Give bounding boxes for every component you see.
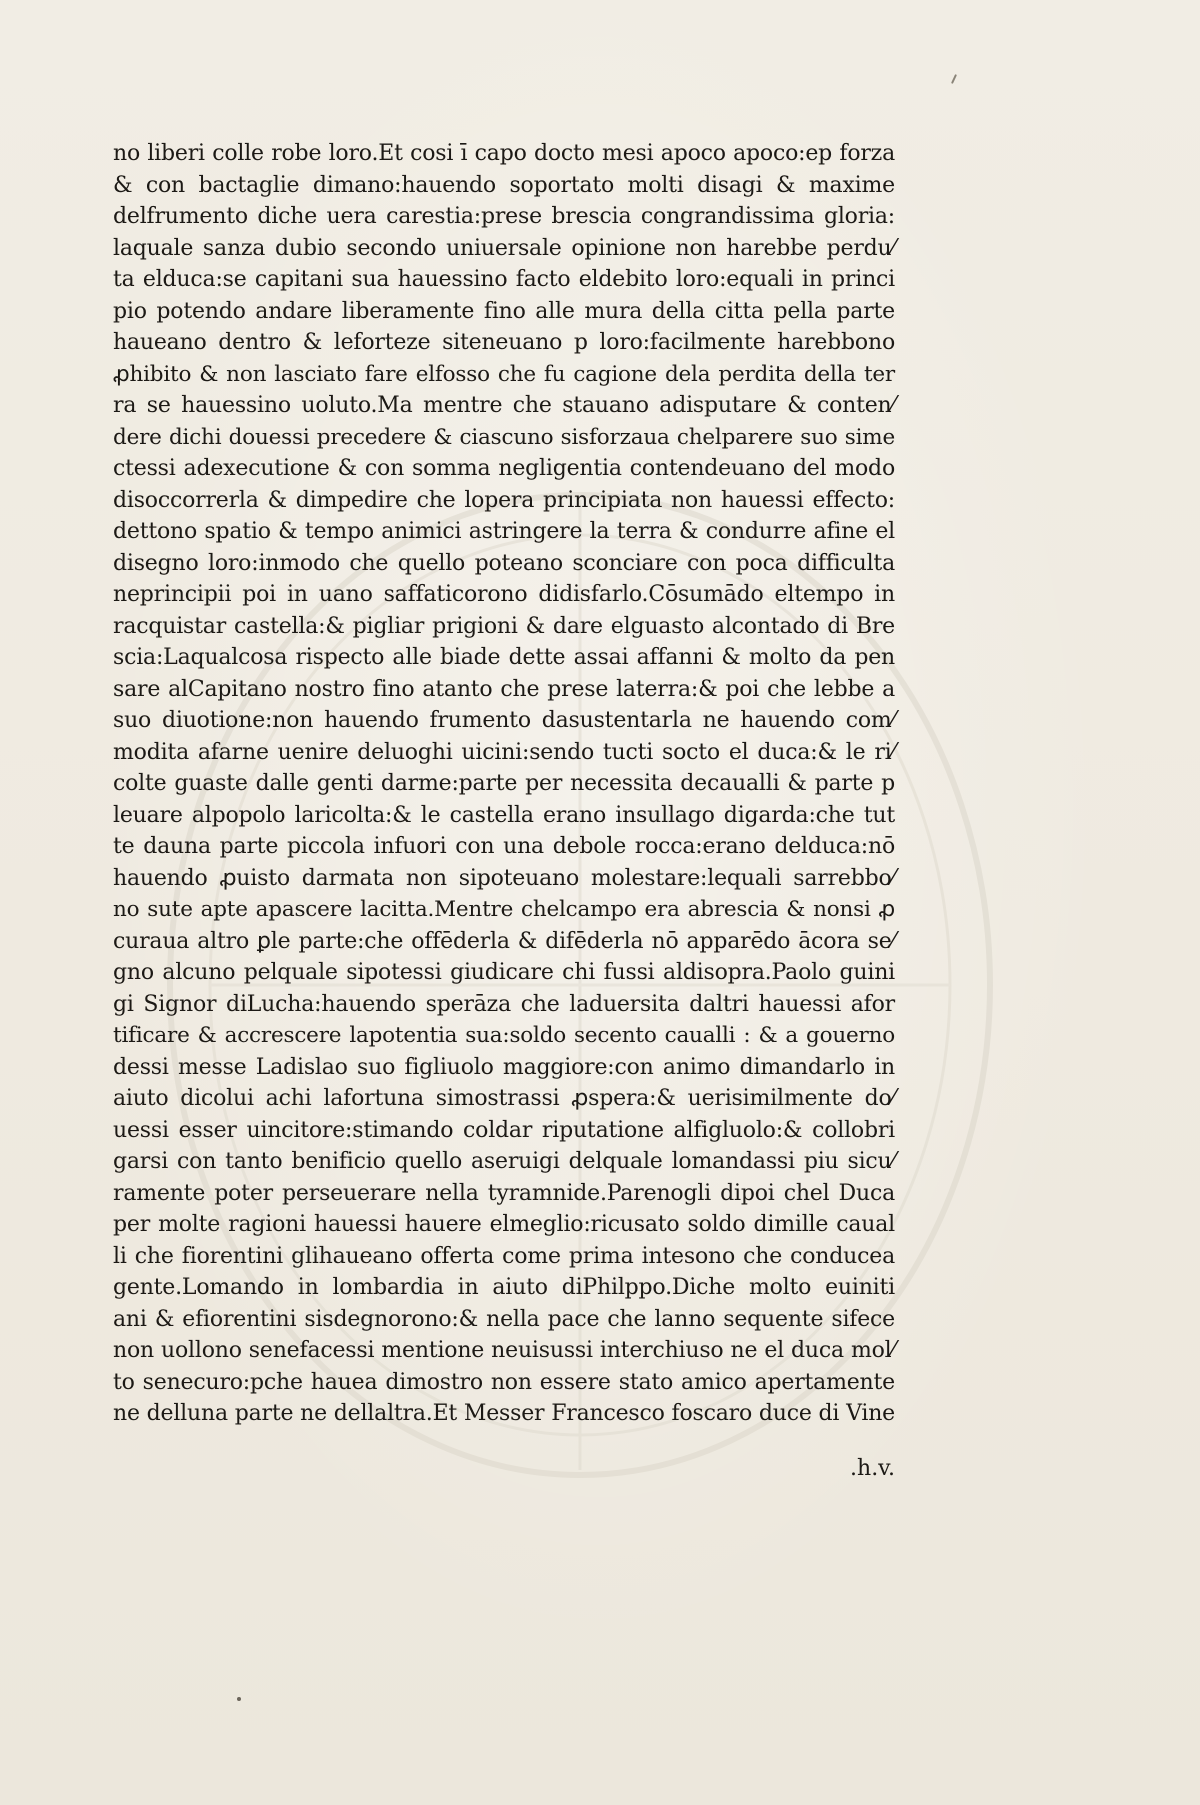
text-line: non uollono senefacessi mentione neuisussi interchiuso ne el duca mol⁄ <box>113 1338 895 1363</box>
text-line: curaua altro ꝑle parte:che offēderla & difēderla nō apparēdo ācora se⁄ <box>113 928 895 954</box>
text-line: no sute apte apascere lacitta.Mentre chelcampo era abrescia & nonsi ꝓ <box>113 897 895 922</box>
text-line: ꝓhibito & non lasciato fare elfosso che fu cagione dela perdita della ter <box>113 361 895 387</box>
text-line: modita afarne uenire deluoghi uicini:sendo tucti socto el duca:& le ri⁄ <box>113 739 895 765</box>
text-line: sare alCapitano nostro fino atanto che prese laterra:& poi che lebbe a <box>113 676 895 702</box>
text-line: pio potendo andare liberamente fino alle mura della citta pella parte <box>113 298 895 324</box>
signature-mark: .h.v. <box>850 1456 895 1481</box>
text-line: ctessi adexecutione & con somma negligentia contendeuano del modo <box>113 456 895 481</box>
text-line: racquistar castella:& pigliar prigioni & dare elguasto alcontado di Bre <box>113 613 895 639</box>
text-line: li che fiorentini glihaueano offerta come prima intesono che conducea <box>113 1243 895 1269</box>
text-line: disoccorrerla & dimpedire che lopera principiata non hauessi effecto: <box>113 487 895 513</box>
text-line: ramente poter perseuerare nella tyramnide.Parenogli dipoi chel Duca <box>113 1180 895 1206</box>
text-line: tificare & accrescere lapotentia sua:soldo secento caualli : & a gouerno <box>113 1023 895 1048</box>
text-line: leuare alpopolo laricolta:& le castella erano insullago digarda:che tut <box>113 802 895 828</box>
text-line: & con bactaglie dimano:hauendo soportato molti disagi & maxime <box>113 172 895 198</box>
text-line: gno alcuno pelquale sipotessi giudicare chi fussi aldisopra.Paolo guini <box>113 960 895 985</box>
text-line: haueano dentro & leforteze siteneuano p loro:facilmente harebbono <box>113 330 895 355</box>
text-line: no liberi colle robe loro.Et cosi ī capo docto mesi apoco apoco:ep forza <box>113 141 895 166</box>
text-line: gente.Lomando in lombardia in aiuto diPhilppo.Diche molto euiniti <box>113 1275 895 1300</box>
text-line: to senecuro:pche hauea dimostro non essere stato amico apertamente <box>113 1369 895 1395</box>
text-line: dere dichi douessi precedere & ciascuno sisforzaua chelparere suo sime <box>113 424 895 450</box>
paper-speck <box>237 1697 241 1701</box>
text-line: uessi esser uincitore:stimando coldar riputatione alfigluolo:& collobri <box>113 1117 895 1143</box>
paper-speck <box>951 74 957 84</box>
text-line: ta elduca:se capitani sua hauessino facto eldebito loro:equali in princi <box>113 267 895 292</box>
text-line: garsi con tanto benificio quello aseruigi delquale lomandassi piu sicu⁄ <box>113 1149 895 1174</box>
text-line: colte guaste dalle genti darme:parte per necessita decaualli & parte p <box>113 771 895 796</box>
text-line: dessi messe Ladislao suo figliuolo maggiore:con animo dimandarlo in <box>113 1054 895 1080</box>
text-line: aiuto dicolui achi lafortuna simostrassi ꝓspera:& uerisimilmente do⁄ <box>113 1086 895 1111</box>
text-line: delfrumento diche uera carestia:prese brescia congrandissima gloria: <box>113 204 895 229</box>
text-line: te dauna parte piccola infuori con una debole rocca:erano delduca:nō <box>113 834 895 859</box>
text-line: neprincipii poi in uano saffaticorono didisfarlo.Cōsumādo eltempo in <box>113 582 895 607</box>
text-line: ne delluna parte ne dellaltra.Et Messer Francesco foscaro duce di Vine <box>113 1401 895 1426</box>
text-line: ani & efiorentini sisdegnorono:& nella pace che lanno sequente sifece <box>113 1306 895 1332</box>
text-line: per molte ragioni hauessi hauere elmeglio:ricusato soldo dimille caual <box>113 1212 895 1237</box>
text-line: dettono spatio & tempo animici astringere la terra & condurre afine el <box>113 519 895 544</box>
text-line: ra se hauessino uoluto.Ma mentre che stauano adisputare & conten⁄ <box>113 393 895 418</box>
text-line: gi Signor diLucha:hauendo sperāza che laduersita daltri hauessi afor <box>113 991 895 1017</box>
text-line: scia:Laqualcosa rispecto alle biade dette assai affanni & molto da pen <box>113 645 895 670</box>
text-line: hauendo ꝓuisto darmata non sipoteuano molestare:lequali sarrebbo⁄ <box>113 865 895 891</box>
text-line: suo diuotione:non hauendo frumento dasustentarla ne hauendo com⁄ <box>113 708 895 733</box>
text-line: laquale sanza dubio secondo uniuersale opinione non harebbe perdu⁄ <box>113 235 895 261</box>
body-text <box>113 138 895 1430</box>
text-line: disegno loro:inmodo che quello poteano sconciare con poca difficulta <box>113 550 895 576</box>
